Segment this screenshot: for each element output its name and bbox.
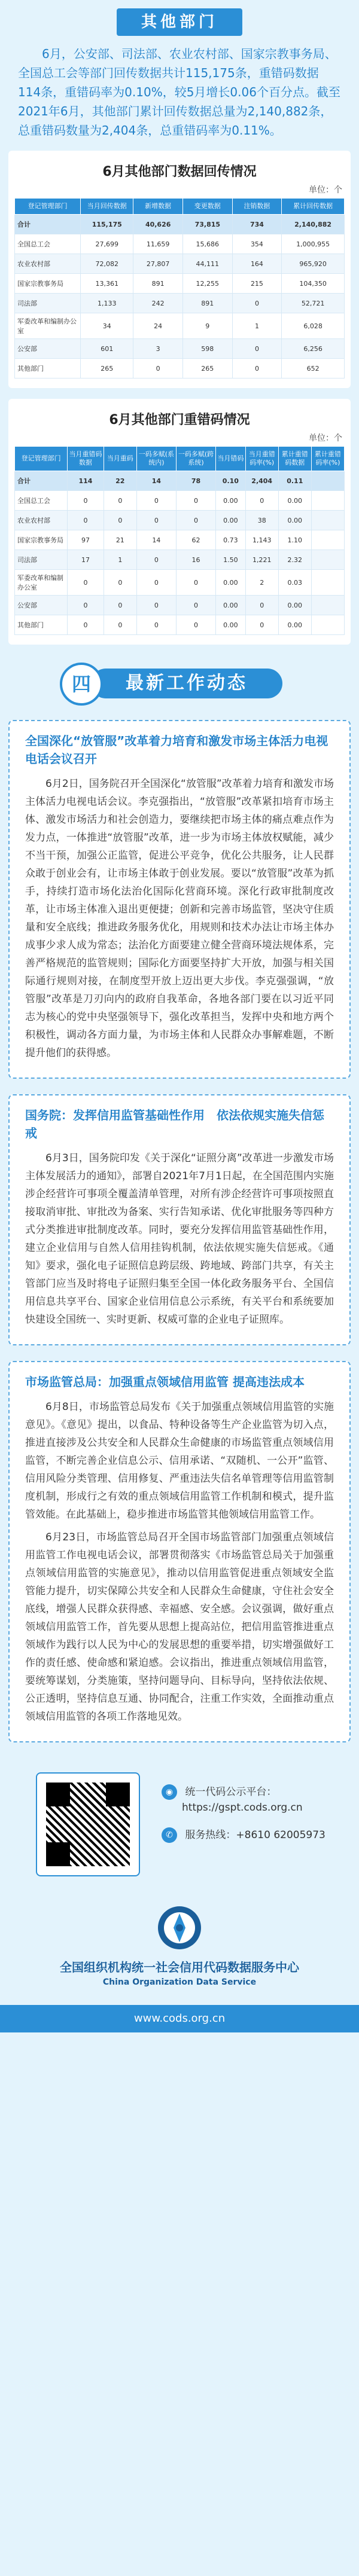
table2-cell: 1.10 <box>278 530 311 550</box>
table1-cell: 公安部 <box>15 339 81 359</box>
section4-number: 四 <box>60 663 103 706</box>
table2-header-cell: 登记管理部门 <box>15 447 68 471</box>
table2-cell: 公安部 <box>15 596 68 615</box>
qr-caption: 统一代码公示平台： <box>185 1786 277 1798</box>
table1-cell: 11,659 <box>133 234 183 254</box>
contact-info <box>162 1784 341 1855</box>
table2-cell: 0 <box>68 511 104 530</box>
table1-cell: 15,686 <box>182 234 232 254</box>
table2-cell: 114 <box>68 471 104 491</box>
table1-header-cell: 登记管理部门 <box>15 199 81 215</box>
table2-cell: 0 <box>136 596 176 615</box>
hotline-row <box>162 1827 341 1843</box>
news-item <box>8 720 351 1079</box>
table1-cell: 27,807 <box>133 254 183 274</box>
table1-header-cell: 新增数据 <box>133 199 183 215</box>
table1-row <box>15 339 345 359</box>
table1-header-cell: 累计回传数据 <box>282 199 345 215</box>
cods-logo-icon <box>156 1904 203 1952</box>
section4-label: 最新工作动态 <box>91 669 282 698</box>
table1-cell: 0 <box>232 359 282 379</box>
table1-header-row <box>15 199 345 215</box>
news-title: 国务院：发挥信用监管基础性作用 依法依规实施失信惩戒 <box>25 1108 324 1140</box>
news-item <box>8 1361 351 1742</box>
table2-cell: 16 <box>176 550 215 570</box>
news-title: 市场监管总局：加强重点领域信用监管 提高违法成本 <box>25 1375 305 1389</box>
table1-cell: 合计 <box>15 215 81 234</box>
table2-row <box>15 596 345 615</box>
table1-cell: 598 <box>182 339 232 359</box>
table2-cell: 0.00 <box>278 491 311 511</box>
table2-cell: 97 <box>68 530 104 550</box>
table2-cell: 国家宗教事务局 <box>15 530 68 550</box>
table2-cell: 0.73 <box>216 530 246 550</box>
table1-cell: 6,256 <box>282 339 345 359</box>
table1-cell: 6,028 <box>282 313 345 339</box>
table2-cell: 0.00 <box>216 615 246 635</box>
org-name-cn: 全国组织机构统一社会信用代码数据服务中心 <box>60 1960 299 1974</box>
table1-cell: 农业农村部 <box>15 254 81 274</box>
table2-header-cell: 当月重错码率(%) <box>245 447 278 471</box>
qr-code-box <box>36 1772 140 1876</box>
org-name-en: China Organization Data Service <box>102 1977 257 1987</box>
news-paragraph: 6月8日，市场监管总局发布《关于加强重点领域信用监管的实施意见》。《意见》提出，以食品、特种设备等生产企业监管为切入点，推进直接涉及公共安全和人民群众生命健康的市场监管重点领域信用监管，不断完善企业信息公示、信用承诺、“双随机、一公开”监管、信用风险分类管理、信用修复、严重违法失信名单管理等信用监管制度机制，形成行之有效的重点领域信用监管工作机制和模式，提升监管效能。在此基础上，稳步推进市场监管其他领域信用监管工作。 <box>25 1401 334 1521</box>
table1-card <box>8 151 351 388</box>
table2-card <box>8 399 351 645</box>
table2-row <box>15 615 345 635</box>
table1-cell: 115,175 <box>81 215 133 234</box>
globe-icon: ◉ <box>162 1784 177 1800</box>
table2-cell <box>311 550 344 570</box>
table2-header-cell: 一码多赋(跨系统) <box>176 447 215 471</box>
table2-header-cell: 累计重错码数据 <box>278 447 311 471</box>
table1-cell: 354 <box>232 234 282 254</box>
table2-row <box>15 570 345 596</box>
qr-caption-row <box>162 1784 341 1815</box>
table1-cell: 0 <box>133 359 183 379</box>
table2-row <box>15 511 345 530</box>
qr-url-link[interactable]: https://gspt.cods.org.cn <box>182 1802 303 1814</box>
table2-cell: 0 <box>104 615 136 635</box>
table2-cell <box>311 615 344 635</box>
table2-header-cell: 累计重错码率(%) <box>311 447 344 471</box>
table2-row <box>15 471 345 491</box>
qr-code-icon <box>46 1783 130 1866</box>
table2-cell: 0 <box>176 615 215 635</box>
table2-cell: 全国总工会 <box>15 491 68 511</box>
table2-cell: 2,404 <box>245 471 278 491</box>
table1-cell: 44,111 <box>182 254 232 274</box>
table2-cell: 0 <box>245 615 278 635</box>
news-paragraph: 6月2日，国务院召开全国深化“放管服”改革着力培育和激发市场主体活力电视电话会议。李克强指出，“放管服”改革紧扣培育市场主体、激发市场活力和社会创造力，要继续把市场主体的痛点难点作为发力点，一体推进“放管服”改革，进一步为市场主体放权赋能，减少不当干预，加强公正监管，促进公平竞争，优化公共服务，让人民群众敢于创业会有，让市场主体敢于创业发展。要以“放管服”改革为抓手，持续打造市场化法治化国际化营商环境。深化行政审批制度改革，让市场主体准入退出更便捷；创新和完善市场监管，坚决守住质量和安全底线；推进政务服务优化，用规则和技术办法让市场主体办成事少求人成为常态；法治化方面要建立健全营商环境法规体系，完善严格规范的监管规则；国际化方面要坚持扩大开放，加强与相关国际通行规则对接，在制度型开放上迈出更大步伐。李克强强调，“放管服”改革是刀刃向内的政府自我革命，各地各部门要在以习近平同志为核心的党中央坚强领导下，强化改革担当，发挥中央和地方两个积极性，调动各方面力量，为市场主体和人民群众办事解难题，不断提升他们的获得感。 <box>25 778 334 1059</box>
table2-row <box>15 550 345 570</box>
table2-cell <box>311 570 344 596</box>
table2-cell: 1 <box>104 550 136 570</box>
table2-cell: 0 <box>136 491 176 511</box>
table1-cell: 全国总工会 <box>15 234 81 254</box>
table1-cell: 13,361 <box>81 274 133 294</box>
table2-cell: 0 <box>68 570 104 596</box>
table1-cell: 其他部门 <box>15 359 81 379</box>
table2-cell: 0 <box>176 491 215 511</box>
table1 <box>14 198 345 379</box>
table2-row <box>15 491 345 511</box>
table2-cell: 合计 <box>15 471 68 491</box>
table1-cell: 73,815 <box>182 215 232 234</box>
table2-cell: 17 <box>68 550 104 570</box>
intro-text: 6月，公安部、司法部、农业农村部、国家宗教事务局、全国总工会等部门回传数据共计115,175条，重错码数据114条，重错码率为0.10%，较5月增长0.06个百分点。截至2021年6月，其他部门累计回传数据总量为2,140,882条，总重错码数量为2,404条，总重错码率为0.11%。 <box>18 47 340 138</box>
table1-cell: 265 <box>182 359 232 379</box>
table1-row <box>15 254 345 274</box>
table2-cell: 1,143 <box>245 530 278 550</box>
table2-cell: 1,221 <box>245 550 278 570</box>
table1-cell: 242 <box>133 294 183 313</box>
section-title: 其他部门 <box>117 8 242 36</box>
table2-header-cell: 当月重码 <box>104 447 136 471</box>
table1-cell: 24 <box>133 313 183 339</box>
footer <box>0 1760 359 1898</box>
hotline: 服务热线：+8610 62005973 <box>185 1829 325 1841</box>
table2-cell: 14 <box>136 530 176 550</box>
table1-cell: 104,350 <box>282 274 345 294</box>
table1-cell: 34 <box>81 313 133 339</box>
table2-cell: 22 <box>104 471 136 491</box>
table1-header-cell: 注销数据 <box>232 199 282 215</box>
table1-cell: 3 <box>133 339 183 359</box>
table2-cell: 21 <box>104 530 136 550</box>
table2-cell: 0.10 <box>216 471 246 491</box>
table2-cell: 0 <box>68 491 104 511</box>
table2-cell: 其他部门 <box>15 615 68 635</box>
table1-cell: 72,082 <box>81 254 133 274</box>
table2-cell: 38 <box>245 511 278 530</box>
table2-header-row <box>15 447 345 471</box>
table1-row <box>15 215 345 234</box>
table2-cell: 0 <box>104 570 136 596</box>
table2-cell: 0.00 <box>278 511 311 530</box>
table2-cell <box>311 530 344 550</box>
table1-cell: 国家宗教事务局 <box>15 274 81 294</box>
phone-icon: ✆ <box>162 1827 177 1843</box>
table1-row <box>15 294 345 313</box>
table2-header-cell: 当月错码 <box>216 447 246 471</box>
table1-row <box>15 359 345 379</box>
table1-title: 6月其他部门数据回传情况 <box>102 164 257 179</box>
table1-cell: 40,626 <box>133 215 183 234</box>
table1-cell: 164 <box>232 254 282 274</box>
table2-cell: 14 <box>136 471 176 491</box>
table1-cell: 司法部 <box>15 294 81 313</box>
table2-cell: 0 <box>136 550 176 570</box>
news-item <box>8 1094 351 1345</box>
table1-cell: 891 <box>182 294 232 313</box>
table2-cell <box>311 491 344 511</box>
table1-row <box>15 234 345 254</box>
table1-cell: 652 <box>282 359 345 379</box>
table2-cell <box>311 511 344 530</box>
table2-cell: 0.00 <box>216 511 246 530</box>
table2-cell: 0.00 <box>278 615 311 635</box>
table2-cell: 0 <box>245 596 278 615</box>
table2-cell: 0 <box>176 511 215 530</box>
table1-cell: 0 <box>232 339 282 359</box>
table2-cell: 0.11 <box>278 471 311 491</box>
table2-cell: 0 <box>68 596 104 615</box>
table2-cell: 78 <box>176 471 215 491</box>
news-paragraph: 6月3日，国务院印发《关于深化“证照分离”改革进一步激发市场主体发展活力的通知》，部署自2021年7月1日起，在全国范围内实施涉企经营许可事项全覆盖清单管理，对所有涉企经营许可事项按照直接取消审批、审批改为备案、实行告知承诺、优化审批服务等四种方式分类推进审批制度改革。同时，要充分发挥信用监管基础性作用，建立企业信用与自然人信用挂钩机制，依法依规实施失信惩戒。《通知》要求，强化电子证照信息跨层级、跨地域、跨部门共享，有关主管部门应当及时将电子证照归集至全国一体化政务服务平台、全国信用信息共享平台、国家企业信用信息公示系统，有关平台和系统要加快建设全国统一、实时更新、权威可靠的企业电子证照库。 <box>25 1152 334 1326</box>
table1-header-cell: 当月回传数据 <box>81 199 133 215</box>
table1-cell: 265 <box>81 359 133 379</box>
table1-cell: 2,140,882 <box>282 215 345 234</box>
table1-cell: 军委改革和编制办公室 <box>15 313 81 339</box>
table2-cell: 0 <box>68 615 104 635</box>
table2-cell <box>311 596 344 615</box>
table1-cell: 891 <box>133 274 183 294</box>
table2-cell: 司法部 <box>15 550 68 570</box>
table1-cell: 215 <box>232 274 282 294</box>
table2-header-cell: 一码多赋(系统内) <box>136 447 176 471</box>
table1-cell: 1,000,955 <box>282 234 345 254</box>
table2-cell: 0.03 <box>278 570 311 596</box>
table2-row <box>15 530 345 550</box>
table1-unit: 单位：个 <box>309 185 342 195</box>
table2-unit: 单位：个 <box>309 434 342 443</box>
news-title: 全国深化“放管服”改革着力培育和激发市场主体活力电视电话会议召开 <box>25 734 328 766</box>
table2-cell: 2 <box>245 570 278 596</box>
table2-cell: 0 <box>136 511 176 530</box>
table2-cell: 0 <box>245 491 278 511</box>
table2-cell: 1.50 <box>216 550 246 570</box>
table1-cell: 0 <box>232 294 282 313</box>
site-url-link[interactable]: www.cods.org.cn <box>0 2005 359 2032</box>
table2-cell: 0 <box>136 615 176 635</box>
table1-header-cell: 变更数据 <box>182 199 232 215</box>
table2-cell: 2.32 <box>278 550 311 570</box>
logo-area <box>0 1904 359 1987</box>
table2-header-cell: 当月重错码数据 <box>68 447 104 471</box>
table2-cell: 军委改革和编制办公室 <box>15 570 68 596</box>
table2-title: 6月其他部门重错码情况 <box>109 413 250 428</box>
table2-cell: 62 <box>176 530 215 550</box>
table1-cell: 601 <box>81 339 133 359</box>
table2-cell: 0 <box>176 570 215 596</box>
table1-row <box>15 313 345 339</box>
table1-row <box>15 274 345 294</box>
table2-cell <box>311 471 344 491</box>
table2-cell: 0 <box>136 570 176 596</box>
table2-cell: 0 <box>176 596 215 615</box>
table1-cell: 1,133 <box>81 294 133 313</box>
table2-cell: 0 <box>104 596 136 615</box>
table2-cell: 农业农村部 <box>15 511 68 530</box>
table2-cell: 0 <box>104 491 136 511</box>
table2-cell: 0.00 <box>278 596 311 615</box>
table1-cell: 9 <box>182 313 232 339</box>
table2 <box>14 446 345 635</box>
section4-banner <box>60 663 299 704</box>
table2-cell: 0 <box>104 511 136 530</box>
table1-cell: 27,699 <box>81 234 133 254</box>
table2-cell: 0.00 <box>216 570 246 596</box>
table1-cell: 1 <box>232 313 282 339</box>
news-paragraph: 6月23日，市场监管总局召开全国市场监管部门加强重点领域信用监管工作电视电话会议，部署贯彻落实《市场监管总局关于加强重点领域信用监管的实施意见》，推动以信用监管促进重点领域安全监管能力提升，切实保障公共安全和人民群众生命健康，守住社会安全底线，增强人民群众获得感、幸福感、安全感。会议强调，做好重点领域信用监管工作，首先要从思想上提高站位，把信用监管推进重点领域作为践行以人民为中心的发展思想的重要举措，切实增强做好工作的责任感、使命感和紧迫感。会议指出，推进重点领域信用监管，要统筹谋划，分类施策，坚持问题导向、目标导向，坚持依法依规、公正透明，坚持信息互通、协同配合，注重工作实效，全面推动重点领域信用监管的各项工作落地见效。 <box>25 1531 334 1723</box>
table1-cell: 965,920 <box>282 254 345 274</box>
table1-cell: 12,255 <box>182 274 232 294</box>
table2-cell: 0.00 <box>216 491 246 511</box>
table2-cell: 0.00 <box>216 596 246 615</box>
table1-cell: 734 <box>232 215 282 234</box>
table1-cell: 52,721 <box>282 294 345 313</box>
